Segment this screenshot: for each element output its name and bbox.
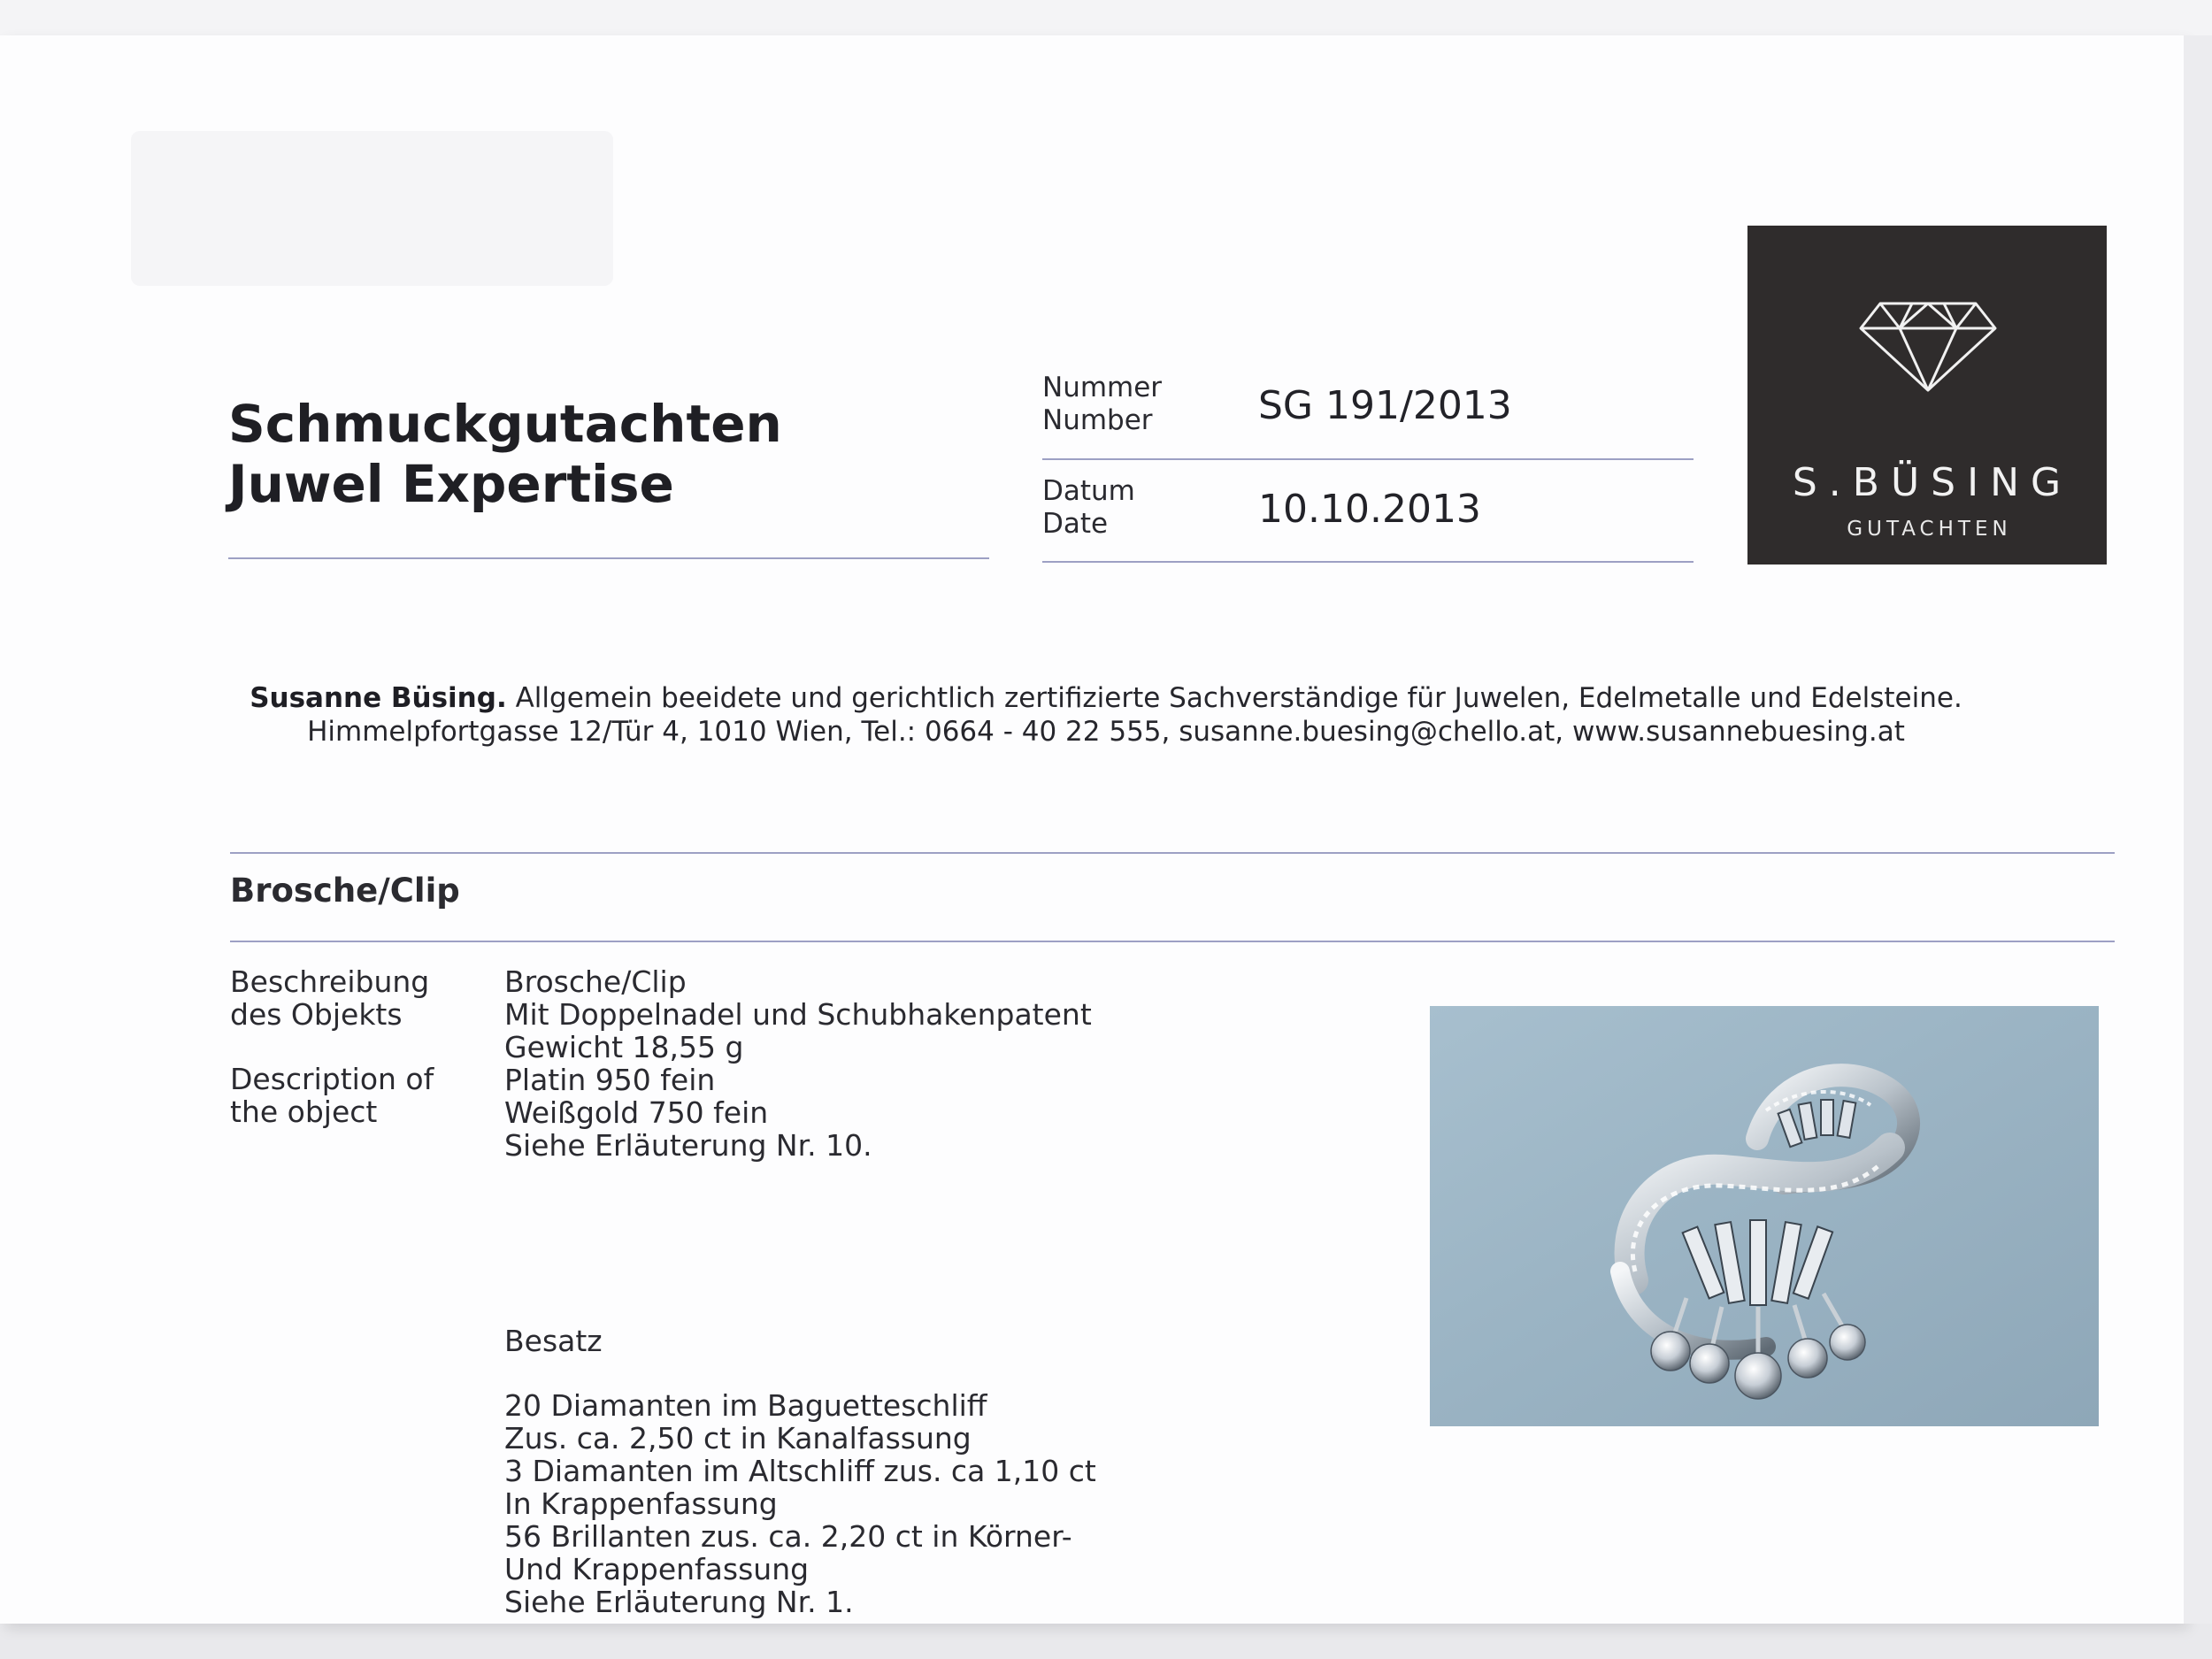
date-divider (1042, 561, 1694, 563)
scan-edge-top (0, 0, 2212, 35)
title-divider (228, 557, 989, 559)
desc-label-en-2: the object (230, 1094, 378, 1129)
description-line: Weißgold 750 fein (504, 1095, 769, 1130)
setting-line: 20 Diamanten im Baguetteschliff (504, 1388, 987, 1423)
expert-contact: Himmelpfortgasse 12/Tür 4, 1010 Wien, Tel.: 0664 - 40 22 555, susanne.buesing@chello.at, www.susannebuesing.at (307, 716, 1905, 748)
description-text (504, 965, 1092, 1162)
expert-name: Susanne Büsing. (250, 682, 507, 714)
date-label-de: Datum (1042, 475, 1135, 507)
setting-line: 3 Diamanten im Altschliff zus. ca 1,10 ct (504, 1454, 1096, 1488)
scan-edge-right (2184, 35, 2212, 1624)
description-line: Brosche/Clip (504, 964, 687, 999)
expert-info (0, 681, 2212, 749)
description-line: Siehe Erläuterung Nr. 10. (504, 1128, 872, 1163)
section-divider-bottom (230, 941, 2115, 942)
certificate-number: SG 191/2013 (1258, 383, 1512, 428)
logo-name: S.BÜSING (1792, 460, 2073, 505)
desc-label-de-2: des Objekts (230, 997, 403, 1032)
setting-line: In Krappenfassung (504, 1486, 778, 1521)
setting-line: Und Krappenfassung (504, 1552, 810, 1586)
setting-text (504, 1389, 1096, 1618)
redacted-area (131, 131, 613, 286)
expert-credentials: Allgemein beeidete und gerichtlich zertifizierte Sachverständige für Juwelen, Edelmetalle und Edelsteine. (515, 682, 1962, 714)
number-label-en: Number (1042, 404, 1153, 436)
section-title: Brosche/Clip (230, 872, 460, 910)
desc-label-de-1: Beschreibung (230, 964, 430, 999)
description-line: Mit Doppelnadel und Schubhakenpatent (504, 997, 1092, 1032)
title-german: Schmuckgutachten (228, 394, 782, 454)
title-english: Juwel Expertise (228, 454, 674, 514)
brooch-photo (1430, 1006, 2099, 1426)
date-label-en: Date (1042, 508, 1109, 540)
certificate-title (228, 394, 782, 514)
number-divider (1042, 458, 1694, 460)
setting-line: Siehe Erläuterung Nr. 1. (504, 1585, 854, 1619)
brooch-illustration (1430, 1006, 2099, 1426)
logo-subtitle: GUTACHTEN (1847, 518, 2012, 541)
expert-credentials-line (0, 681, 2212, 715)
setting-title: Besatz (504, 1324, 603, 1358)
certificate-date: 10.10.2013 (1258, 487, 1481, 532)
setting-line: 56 Brillanten zus. ca. 2,20 ct in Körner- (504, 1519, 1072, 1554)
description-line: Platin 950 fein (504, 1063, 716, 1097)
setting-line: Zus. ca. 2,50 ct in Kanalfassung (504, 1421, 972, 1455)
diamond-icon (1859, 302, 1997, 392)
number-label-de: Nummer (1042, 372, 1163, 403)
section-divider-top (230, 852, 2115, 854)
desc-label-en-1: Description of (230, 1062, 434, 1096)
busing-logo (1747, 226, 2107, 565)
description-line: Gewicht 18,55 g (504, 1030, 744, 1064)
